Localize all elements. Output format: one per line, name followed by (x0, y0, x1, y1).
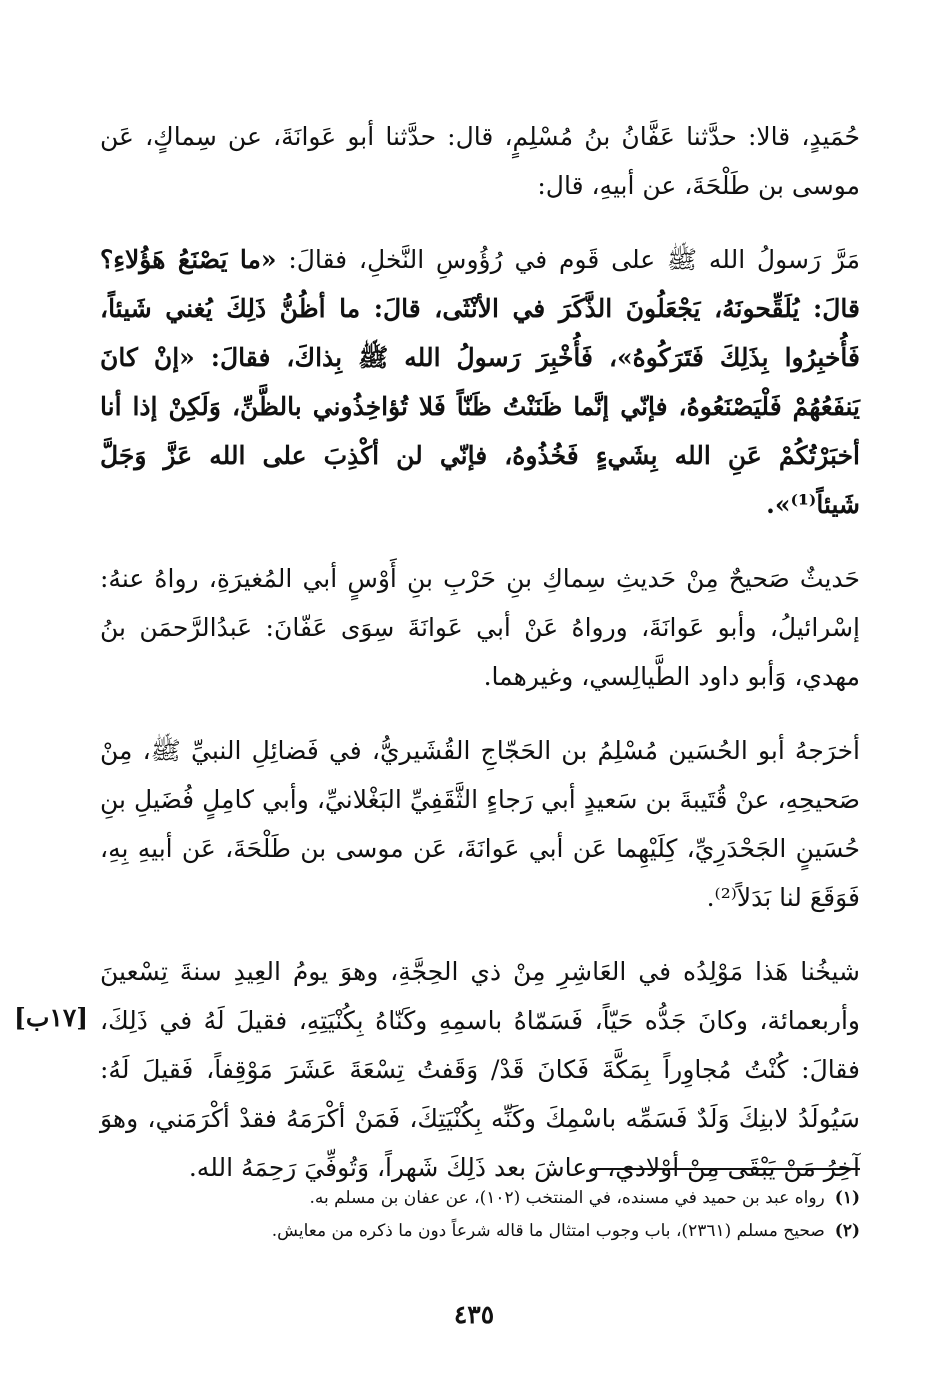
paragraph-isnad: حُمَيدٍ، قالا: حدَّثنا عَفَّانُ بنُ مُسْلِمٍ، قال: حدَّثنا أبو عَوانَةَ، عن سِماكٍ، عَن موسى بن طَلْحَةَ، عن أبيهِ، قال: (100, 122, 860, 200)
footnote-text: صحيح مسلم (٢٣٦١)، باب وجوب امتثال ما قاله شرعاً دون ما ذكره من معايش. (271, 1221, 825, 1241)
manuscript-folio-marker: [١٧ب] (14, 1003, 89, 1032)
footnote-text: رواه عبد بن حميد في مسنده، في المنتخب (١٠٢)، عن عفان بن مسلم به. (309, 1188, 825, 1208)
footnote-2 (100, 1215, 860, 1248)
paragraph-hadith (100, 235, 860, 529)
paragraph-biography: شيخُنا هَذا مَوْلِدُه في العَاشِرِ مِنْ ذي الحِجَّةِ، وهوَ يومُ العِيدِ سنةَ تِسْعينَ وأربعمائة، وكانَ جَدُّه حَيّاً، فَسَمّاهُ باسمِهِ وكَنّاهُ بِكُنْيَتِهِ، فقيلَ لَهُ في ذَلِكَ، فقالَ: كُنْتُ مُجاوِراً بِمَكَّةَ فَكانَ قَدْ/ وَقَفتُ تِسْعَةَ عَشَرَ مَوْقِفاً، فَقيلَ لَهُ: سَيُولَدُ لابنِكَ وَلَدٌ فَسَمِّه باسْمِكَ وكَنِّه بِكُنْيَتِكَ، فَمَنْ أكْرَمَهُ فقدْ أكْرَمَني، وهوَ آخِرُ مَنْ يَبْقَى مِنْ أوْلادي، وعاشَ بعد ذَلِكَ شَهراً، وَتُوفِّيَ رَحِمَهُ الله. (100, 957, 860, 1182)
footnotes (100, 1182, 860, 1248)
paragraph-grading: حَديثٌ صَحيحٌ مِنْ حَديثِ سِماكِ بنِ حَرْبِ بنِ أَوْسٍ أبي المُغيرَةِ، رواهُ عنهُ: إسْرائيلُ، وأبو عَوانَةَ، ورواهُ عَنْ أبي عَوانَةَ سِوَى عَفّانَ: عَبدُالرَّحمَن بنُ مهدي، وَأبو داود الطَّيالِسي، وغيرهما. (100, 564, 860, 691)
footnote-number: (٢) (834, 1221, 860, 1241)
footnote-separator (596, 1168, 860, 1170)
hadith-quote: «ما يَصْنَعُ هَؤُلاءِ؟ قالَ: يُلَقِّحونَهُ، يَجْعَلُونَ الذَّكَرَ في الأنْثَى، قالَ: ما أظُنُّ ذَلِكَ يُغني شَيئاً، فَأُخبِرُوا بِذَلِكَ فَتَرَكُوهُ»، فَأُخْبِرَ رَسولُ الله ﷺ بِذاكَ، فقالَ: «إنْ كانَ يَنفَعُهُمْ فَلْيَصْنَعُوهُ، فإنّي إنَّما ظَنَنْتُ ظَنّاً فَلا تُؤاخِذُوني بالظَّنِّ، وَلَكِنْ إذا أنا أخبَرْتُكُمْ عَنِ الله بِشَيءٍ فَخُذُوهُ، فإنّي لن أكْذِبَ على الله عَزَّ وَجَلَّ شَيئاً⁽¹⁾». (100, 245, 860, 519)
page-number: ٤٣٥ (453, 1300, 495, 1329)
paragraph-takhrij: أخرَجهُ أبو الحُسَين مُسْلِمُ بن الحَجّاجِ القُشَيريُّ، في فَضائِلِ النبيِّ ﷺ، مِنْ صَحيحِهِ، عنْ قُتَيبةَ بن سَعيدٍ أبي رَجاءٍ الثَّقَفِيِّ البَغْلانيِّ، وأبي كامِلٍ فُضَيلِ بنِ حُسَينٍ الجَحْدَرِيِّ، كِلَيْهِما عَن أبي عَوانَةَ، عَن موسى بن طَلْحَةَ، عَن أبيهِ بِهِ، فَوَقَعَ لنا بَدَلاً⁽²⁾. (100, 736, 860, 912)
hadith-intro: مَرَّ رَسولُ الله ﷺ على قَوم في رُؤُوسِ النَّخلِ، فقالَ: (276, 245, 860, 274)
footnote-number: (١) (834, 1188, 860, 1208)
footnote-1 (100, 1182, 860, 1215)
main-text (100, 112, 860, 1217)
